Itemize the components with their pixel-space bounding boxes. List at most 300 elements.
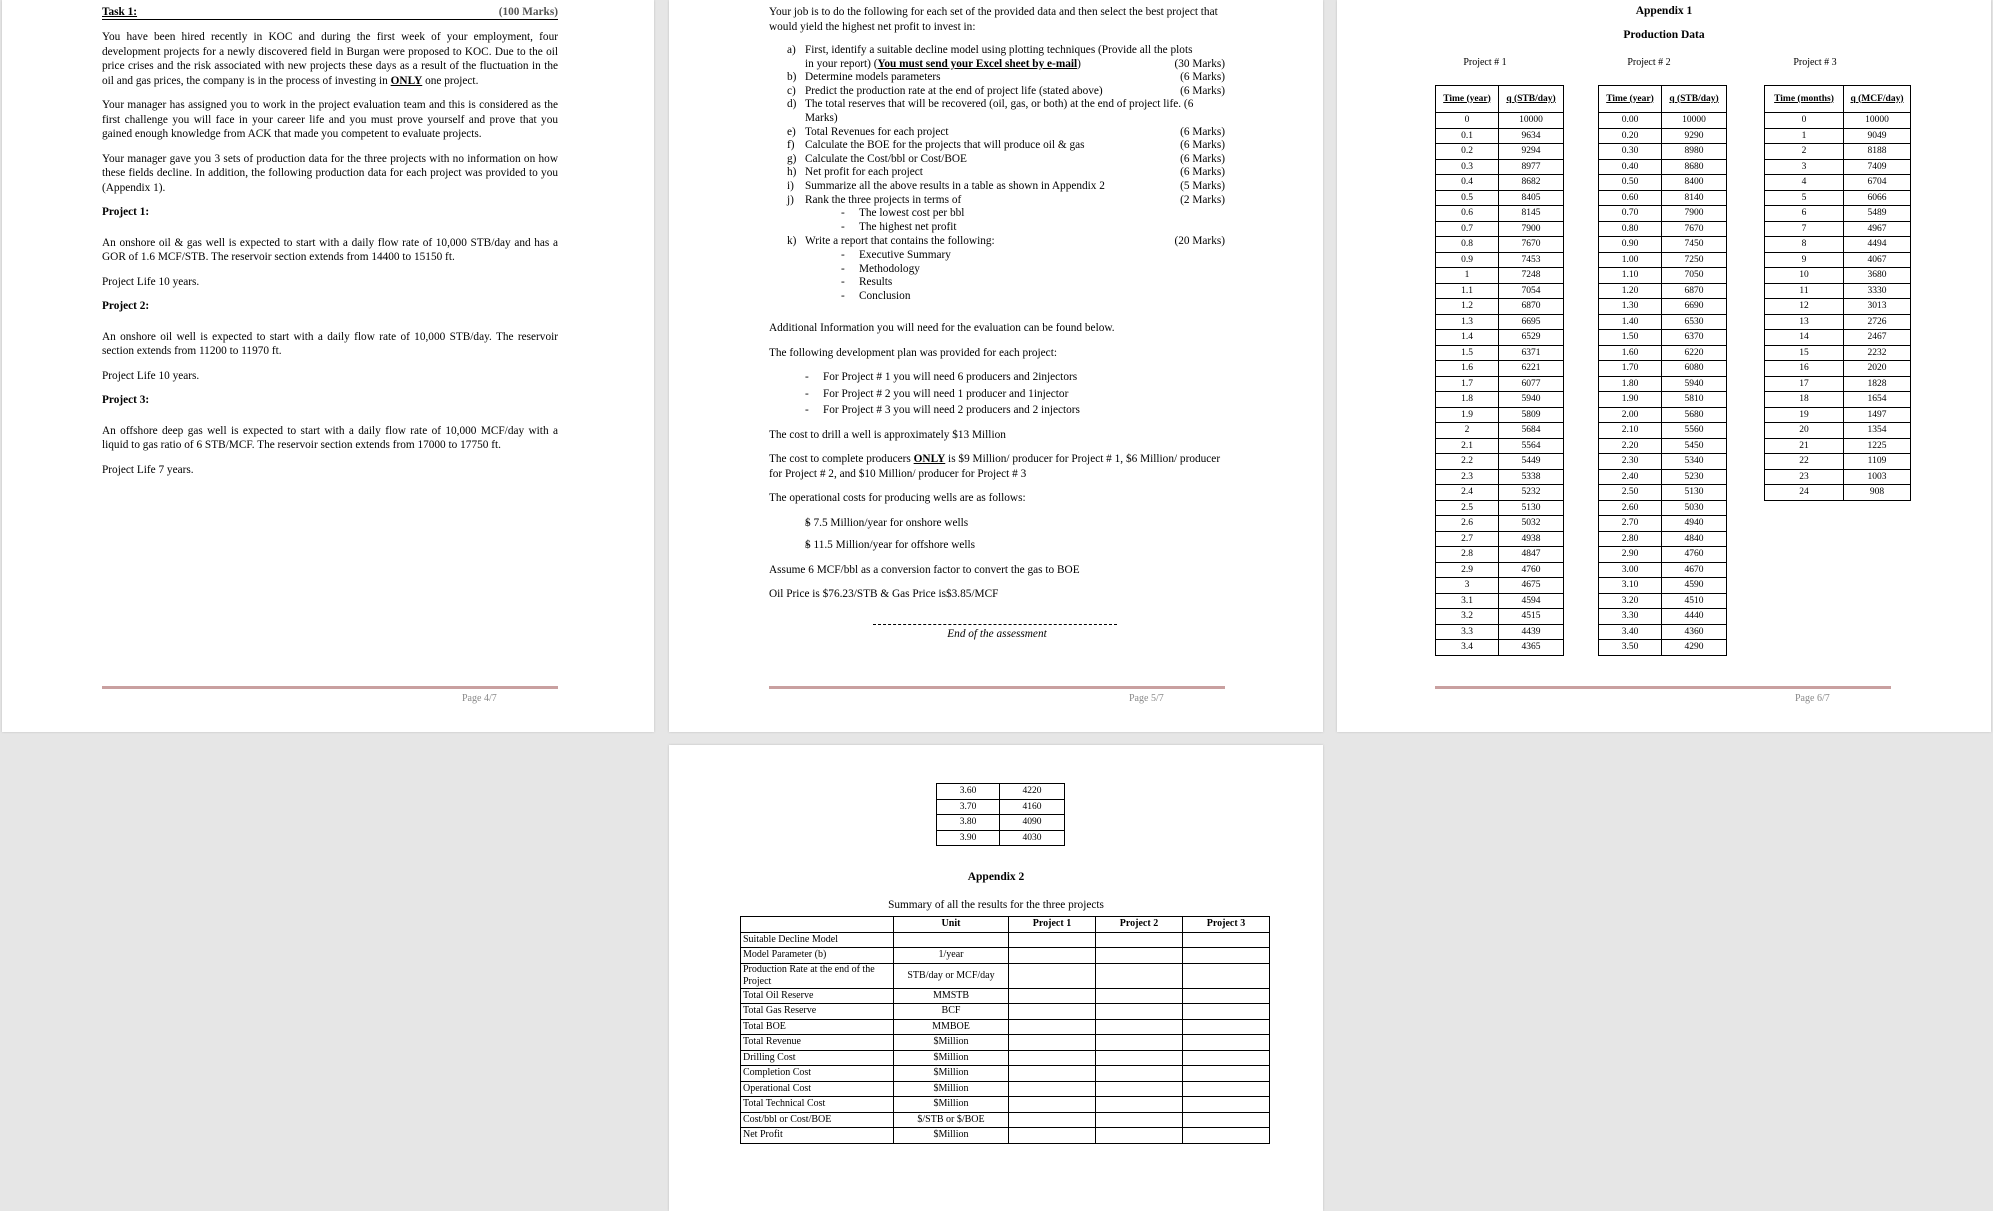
table-cell: 2726 (1844, 314, 1911, 330)
table-cell: 1.20 (1599, 283, 1662, 299)
appendix-2-subtitle: Summary of all the results for the three projects (888, 899, 1104, 911)
row-unit: $Million (894, 1066, 1009, 1082)
table-cell: 0 (1765, 113, 1844, 129)
table-cell: 23 (1765, 469, 1844, 485)
summary-table (740, 916, 1270, 1144)
table-row (1765, 314, 1911, 330)
table-cell: 8980 (1662, 144, 1727, 160)
table-row (741, 963, 1270, 988)
task-item: d) The total reserves that will be recovered (oil, gas, or both) at the end of project life. (6 Marks) (787, 98, 1194, 124)
table-cell: 2 (1765, 144, 1844, 160)
table-row (1436, 345, 1564, 361)
table-row (1765, 144, 1911, 160)
table-row (1436, 454, 1564, 470)
table-cell: 5809 (1499, 407, 1564, 423)
task-title: Task 1: (102, 6, 138, 18)
row-label: Total Gas Reserve (741, 1004, 894, 1020)
appendix-1-subtitle: Production Data (1623, 29, 1705, 41)
table-cell: 9290 (1662, 128, 1727, 144)
table-cell: 2.60 (1599, 500, 1662, 516)
table-row (741, 1081, 1270, 1097)
table-cell: 4940 (1662, 516, 1727, 532)
table-cell: 0.4 (1436, 175, 1499, 191)
table-cell: 6080 (1662, 361, 1727, 377)
table-cell: 0.6 (1436, 206, 1499, 222)
table-row (1599, 392, 1727, 408)
table-header: Project 3 (1183, 917, 1270, 933)
table-cell: 4510 (1662, 593, 1727, 609)
table-cell: 1.6 (1436, 361, 1499, 377)
result-cell[interactable] (1009, 988, 1096, 1004)
table-cell: 7670 (1662, 221, 1727, 237)
row-label: Total Technical Cost (741, 1097, 894, 1113)
table-row (741, 1066, 1270, 1082)
table-cell: 2.10 (1599, 423, 1662, 439)
table-cell: 0.9 (1436, 252, 1499, 268)
table-cell: 10000 (1662, 113, 1727, 129)
table-cell: 1.1 (1436, 283, 1499, 299)
result-cell[interactable] (1009, 1035, 1096, 1051)
table-cell: 4590 (1662, 578, 1727, 594)
table-cell: 18 (1765, 392, 1844, 408)
task-item: f) Calculate the BOE for the projects that will produce oil & gas (6 Marks) (787, 139, 1225, 152)
result-cell[interactable] (1009, 932, 1096, 948)
result-cell[interactable] (1183, 1112, 1270, 1128)
table-row (741, 932, 1270, 948)
intro-paragraph-1: You have been hired recently in KOC and during the first week of your employment, four development projects for a newly discovered field in Burgan were proposed to KOC. Due to the oil price crises and the risk associated with new projects these days as a result of the fluctuation in the oil and gas prices, the company is in the process of investing in ONLY one project. (102, 31, 558, 87)
table-cell: 14 (1765, 330, 1844, 346)
table-cell: 2.00 (1599, 407, 1662, 423)
table-row (1599, 283, 1727, 299)
row-unit: $Million (894, 1050, 1009, 1066)
table-cell: 4067 (1844, 252, 1911, 268)
result-cell[interactable] (1009, 1066, 1096, 1082)
dev-plan-intro: The following development plan was provided for each project: (769, 346, 1057, 359)
table-header (741, 917, 894, 933)
table-row (1436, 376, 1564, 392)
table-row (1436, 159, 1564, 175)
table-cell: 6371 (1499, 345, 1564, 361)
table-cell: 5230 (1662, 469, 1727, 485)
job-intro: Your job is to do the following for each set of the provided data and then select the best project that would yield the highest net profit to invest in: (769, 6, 1218, 33)
table-cell: 0.8 (1436, 237, 1499, 253)
table-row (741, 1112, 1270, 1128)
table-row (1436, 268, 1564, 284)
table-cell: 5340 (1662, 454, 1727, 470)
table-cell: 5 (1765, 190, 1844, 206)
table-row (1436, 299, 1564, 315)
table-cell: 5232 (1499, 485, 1564, 501)
result-cell[interactable] (1183, 1004, 1270, 1020)
table-header: Time (months) (1765, 86, 1844, 113)
table-cell: 4220 (1000, 784, 1065, 800)
table-row (1436, 314, 1564, 330)
table-row (1599, 299, 1727, 315)
rank-item: - The highest net profit (769, 221, 1225, 235)
table-cell: 22 (1765, 454, 1844, 470)
result-cell[interactable] (1183, 1128, 1270, 1144)
table-row (1765, 330, 1911, 346)
table-cell: 2.6 (1436, 516, 1499, 532)
table-row (1599, 144, 1727, 160)
table-cell: 2020 (1844, 361, 1911, 377)
table-row (1436, 113, 1564, 129)
result-cell[interactable] (1009, 948, 1096, 964)
table-row (1599, 500, 1727, 516)
result-cell[interactable] (1009, 1112, 1096, 1128)
table-cell: 5684 (1499, 423, 1564, 439)
result-cell[interactable] (1183, 1035, 1270, 1051)
table-cell: 16 (1765, 361, 1844, 377)
table-cell: 4290 (1662, 640, 1727, 656)
table-header: Time (year) (1436, 86, 1499, 113)
result-cell[interactable] (1096, 1097, 1183, 1113)
page-5 (669, 0, 1323, 732)
table-cell: 6690 (1662, 299, 1727, 315)
table-row (741, 988, 1270, 1004)
table-row (937, 784, 1065, 800)
operational-costs: The operational costs for producing wells are as follows: (769, 492, 1026, 505)
table-cell: 0.3 (1436, 159, 1499, 175)
table-row (1436, 206, 1564, 222)
table-cell: 0.2 (1436, 144, 1499, 160)
result-cell[interactable] (1096, 963, 1183, 988)
project-3-table (1764, 85, 1911, 501)
result-cell[interactable] (1183, 948, 1270, 964)
table-cell: 3 (1436, 578, 1499, 594)
table-row (1436, 547, 1564, 563)
table-cell: 10000 (1844, 113, 1911, 129)
result-cell[interactable] (1183, 1050, 1270, 1066)
table-cell: 8140 (1662, 190, 1727, 206)
table-cell: 1.4 (1436, 330, 1499, 346)
task-item: c) Predict the production rate at the end of project life (stated above) (6 Marks) (787, 84, 1225, 97)
table-cell: 1225 (1844, 438, 1911, 454)
table-row (937, 830, 1065, 846)
task-item: e) Total Revenues for each project (6 Marks) (787, 125, 1225, 138)
table-cell: 5810 (1662, 392, 1727, 408)
result-cell[interactable] (1009, 1004, 1096, 1020)
row-label: Cost/bbl or Cost/BOE (741, 1112, 894, 1128)
table-header: Unit (894, 917, 1009, 933)
table-row (1765, 159, 1911, 175)
table-cell: 1003 (1844, 469, 1911, 485)
table-cell: 908 (1844, 485, 1911, 501)
table-cell: 8 (1765, 237, 1844, 253)
table-cell: 5338 (1499, 469, 1564, 485)
row-unit: $/STB or $/BOE (894, 1112, 1009, 1128)
page-5-content (769, 5, 1225, 641)
result-cell[interactable] (1096, 1019, 1183, 1035)
row-label: Operational Cost (741, 1081, 894, 1097)
table-row (1765, 113, 1911, 129)
table-cell: 17 (1765, 376, 1844, 392)
page-number: Page 4/7 (462, 693, 497, 704)
table-row (1599, 206, 1727, 222)
table-cell: 8400 (1662, 175, 1727, 191)
table-row (1765, 361, 1911, 377)
table-row (1765, 268, 1911, 284)
project-2-title: Project 2: (102, 300, 150, 312)
table-cell: 1 (1765, 128, 1844, 144)
op-item: - $ 11.5 Million/year for offshore wells (769, 538, 1225, 553)
table-cell: 4365 (1499, 640, 1564, 656)
table-cell: 2.8 (1436, 547, 1499, 563)
table-row (1599, 423, 1727, 439)
table-row (1599, 485, 1727, 501)
row-label: Completion Cost (741, 1066, 894, 1082)
table-cell: 1109 (1844, 454, 1911, 470)
table-row (1765, 299, 1911, 315)
result-cell[interactable] (1183, 988, 1270, 1004)
table-row (741, 1035, 1270, 1051)
result-cell[interactable] (1096, 1050, 1183, 1066)
table-cell: 3.4 (1436, 640, 1499, 656)
project-2-label: Project # 2 (1627, 57, 1671, 68)
result-cell[interactable] (1096, 932, 1183, 948)
table-cell: 7900 (1662, 206, 1727, 222)
footer-line (769, 686, 1225, 689)
table-cell: 3.70 (937, 799, 1000, 815)
table-cell: 3.30 (1599, 609, 1662, 625)
table-cell: 4967 (1844, 221, 1911, 237)
appendix-2-title: Appendix 2 (967, 871, 1025, 883)
table-cell: 4440 (1662, 609, 1727, 625)
table-row (1765, 438, 1911, 454)
table-cell: 2.9 (1436, 562, 1499, 578)
table-cell: 2.5 (1436, 500, 1499, 516)
table-cell: 5940 (1662, 376, 1727, 392)
table-cell: 8188 (1844, 144, 1911, 160)
table-cell: 5030 (1662, 500, 1727, 516)
result-cell[interactable] (1183, 932, 1270, 948)
table-row (1436, 407, 1564, 423)
result-cell[interactable] (1183, 963, 1270, 988)
table-cell: 7670 (1499, 237, 1564, 253)
table-row (1599, 624, 1727, 640)
row-unit: MMBOE (894, 1019, 1009, 1035)
task-marks: (100 Marks) (498, 6, 558, 18)
report-item: - Conclusion (769, 290, 1225, 304)
table-cell: 2.40 (1599, 469, 1662, 485)
table-row (1436, 190, 1564, 206)
table-cell: 2.30 (1599, 454, 1662, 470)
plan-item: - For Project # 2 you will need 1 producer and 1injector (769, 387, 1225, 402)
task-header (102, 5, 558, 20)
end-of-assessment: End of the assessment (947, 627, 1047, 640)
table-cell: 0.5 (1436, 190, 1499, 206)
table-row (1599, 454, 1727, 470)
table-cell: 0.90 (1599, 237, 1662, 253)
project-2-table-continued (936, 783, 1065, 846)
table-cell: 4760 (1662, 547, 1727, 563)
table-row (1765, 485, 1911, 501)
table-header: Time (year) (1599, 86, 1662, 113)
result-cell[interactable] (1009, 963, 1096, 988)
table-cell: 4030 (1000, 830, 1065, 846)
completion-cost: The cost to complete producers ONLY is $9 Million/ producer for Project # 1, $6 Million/ producer for Project # 2, and $10 Million/ producer for Project # 3 (769, 453, 1221, 480)
table-row (1599, 330, 1727, 346)
table-row (741, 1019, 1270, 1035)
result-cell[interactable] (1009, 1128, 1096, 1144)
row-unit: $Million (894, 1035, 1009, 1051)
table-cell: 0.7 (1436, 221, 1499, 237)
table-cell: 1.40 (1599, 314, 1662, 330)
table-cell: 19 (1765, 407, 1844, 423)
table-cell: 0 (1436, 113, 1499, 129)
table-row (937, 799, 1065, 815)
result-cell[interactable] (1096, 1128, 1183, 1144)
task-item: a) First, identify a suitable decline model using plotting techniques (Provide all the plots in your report) (You must send your Excel sheet by e-mail) (30 Marks) (787, 44, 1225, 70)
table-row (1765, 237, 1911, 253)
row-label: Production Rate at the end of the Project (741, 963, 894, 988)
project-1-label: Project # 1 (1463, 57, 1507, 68)
table-row (1436, 469, 1564, 485)
table-row (1599, 640, 1727, 656)
table-cell: 6695 (1499, 314, 1564, 330)
row-unit: MMSTB (894, 988, 1009, 1004)
conversion-factor: Assume 6 MCF/bbl as a conversion factor to convert the gas to BOE (769, 563, 1080, 576)
result-cell[interactable] (1096, 988, 1183, 1004)
table-cell: 1828 (1844, 376, 1911, 392)
table-header: Project 2 (1096, 917, 1183, 933)
table-cell: 4090 (1000, 815, 1065, 831)
table-row (1436, 330, 1564, 346)
table-row (1436, 175, 1564, 191)
row-label: Net Profit (741, 1128, 894, 1144)
plan-item: - For Project # 1 you will need 6 producers and 2injectors (769, 370, 1225, 385)
table-cell: 4675 (1499, 578, 1564, 594)
result-cell[interactable] (1096, 1035, 1183, 1051)
table-cell: 1.3 (1436, 314, 1499, 330)
page-6 (1337, 0, 1991, 732)
table-row (1436, 144, 1564, 160)
table-cell: 9049 (1844, 128, 1911, 144)
table-cell: 7 (1765, 221, 1844, 237)
result-cell[interactable] (1183, 1097, 1270, 1113)
table-cell: 24 (1765, 485, 1844, 501)
table-cell: 1.5 (1436, 345, 1499, 361)
table-header: q (STB/day) (1662, 86, 1727, 113)
row-label: Total Revenue (741, 1035, 894, 1051)
table-row (1599, 190, 1727, 206)
table-cell: 1654 (1844, 392, 1911, 408)
result-cell[interactable] (1096, 1112, 1183, 1128)
table-cell: 6077 (1499, 376, 1564, 392)
project-3-desc: An offshore deep gas well is expected to start with a daily flow rate of 10,000 MCF/day with a liquid to gas ratio of 6 STB/MCF. The reservoir section extends from 17000 to 17750 ft. (102, 424, 558, 451)
table-cell: 1.10 (1599, 268, 1662, 284)
table-cell: 1.60 (1599, 345, 1662, 361)
table-cell: 3.50 (1599, 640, 1662, 656)
table-cell: 8405 (1499, 190, 1564, 206)
table-cell: 6221 (1499, 361, 1564, 377)
table-cell: 1497 (1844, 407, 1911, 423)
result-cell[interactable] (1009, 1019, 1096, 1035)
result-cell[interactable] (1096, 1004, 1183, 1020)
result-cell[interactable] (1096, 1066, 1183, 1082)
report-item: - Executive Summary (769, 249, 1225, 263)
table-cell: 7248 (1499, 268, 1564, 284)
table-cell: 0.30 (1599, 144, 1662, 160)
table-cell: 1 (1436, 268, 1499, 284)
table-row (1436, 392, 1564, 408)
row-unit: $Million (894, 1128, 1009, 1144)
table-cell: 4439 (1499, 624, 1564, 640)
table-row (741, 1097, 1270, 1113)
table-cell: 4 (1765, 175, 1844, 191)
table-header: q (MCF/day) (1844, 86, 1911, 113)
table-cell: 6 (1765, 206, 1844, 222)
table-cell: 20 (1765, 423, 1844, 439)
table-header: Project 1 (1009, 917, 1096, 933)
table-cell: 5130 (1499, 500, 1564, 516)
table-cell: 1.7 (1436, 376, 1499, 392)
table-row (1599, 252, 1727, 268)
result-cell[interactable] (1009, 1081, 1096, 1097)
table-cell: 7054 (1499, 283, 1564, 299)
table-cell: 3.60 (937, 784, 1000, 800)
table-row (1599, 578, 1727, 594)
intro-paragraph-2: Your manager has assigned you to work in the project evaluation team and this is considered as the first challenge you will face in your career life and you must prove yourself and prove that you gained enough knowledge from ACK that made you competent to evaluate projects. (102, 99, 558, 140)
result-cell[interactable] (1183, 1066, 1270, 1082)
table-row (1765, 283, 1911, 299)
table-cell: 2.1 (1436, 438, 1499, 454)
table-cell: 5489 (1844, 206, 1911, 222)
table-row (1765, 221, 1911, 237)
table-row (1599, 268, 1727, 284)
row-unit: $Million (894, 1097, 1009, 1113)
row-label: Total Oil Reserve (741, 988, 894, 1004)
table-row (1436, 237, 1564, 253)
row-unit: 1/year (894, 948, 1009, 964)
table-cell: 6066 (1844, 190, 1911, 206)
table-cell: 7450 (1662, 237, 1727, 253)
table-row (741, 1050, 1270, 1066)
table-cell: 4160 (1000, 799, 1065, 815)
table-cell: 4494 (1844, 237, 1911, 253)
table-row (1599, 237, 1727, 253)
page-4-content (102, 5, 558, 487)
table-cell: 6870 (1499, 299, 1564, 315)
project-2-desc: An onshore oil well is expected to start with a daily flow rate of 10,000 STB/day. The reservoir section extends from 11200 to 11970 ft. (102, 330, 558, 357)
table-cell: 3.1 (1436, 593, 1499, 609)
rank-item: - The lowest cost per bbl (769, 207, 1225, 221)
row-unit: $Million (894, 1081, 1009, 1097)
result-cell[interactable] (1009, 1097, 1096, 1113)
page-7 (669, 745, 1323, 1211)
table-row (1599, 128, 1727, 144)
table-row (1599, 407, 1727, 423)
result-cell[interactable] (1096, 948, 1183, 964)
table-cell: 5130 (1662, 485, 1727, 501)
report-item: - Results (769, 276, 1225, 290)
result-cell[interactable] (1183, 1019, 1270, 1035)
table-cell: 0.00 (1599, 113, 1662, 129)
table-row (1599, 516, 1727, 532)
table-cell: 1.30 (1599, 299, 1662, 315)
table-cell: 12 (1765, 299, 1844, 315)
table-row (1599, 531, 1727, 547)
table-cell: 1.90 (1599, 392, 1662, 408)
result-cell[interactable] (1096, 1081, 1183, 1097)
row-unit: BCF (894, 1004, 1009, 1020)
page-number: Page 6/7 (1795, 693, 1830, 704)
result-cell[interactable] (1183, 1081, 1270, 1097)
table-row (1599, 438, 1727, 454)
result-cell[interactable] (1009, 1050, 1096, 1066)
table-row (741, 1128, 1270, 1144)
project-1-life: Project Life 10 years. (102, 275, 200, 288)
